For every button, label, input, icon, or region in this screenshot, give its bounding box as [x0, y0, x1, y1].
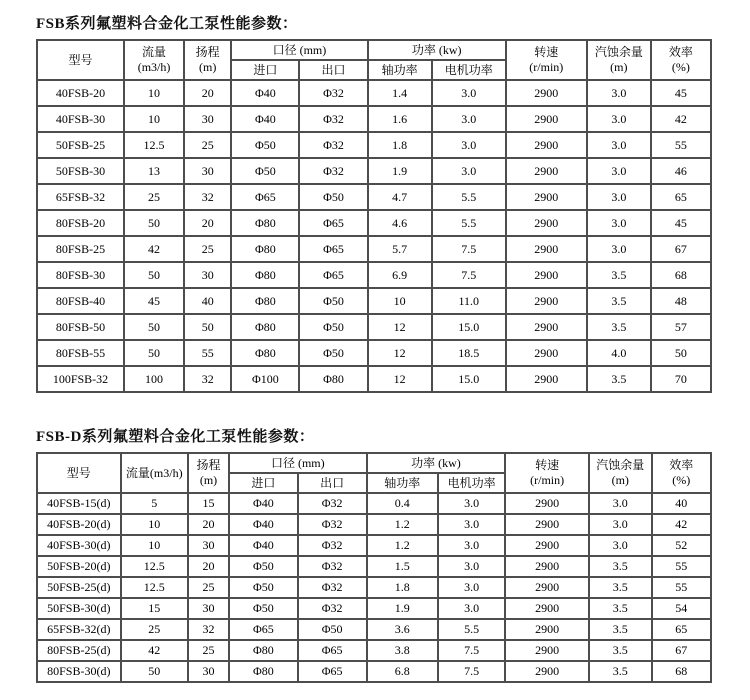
table-cell: 1.2	[367, 535, 438, 556]
table-cell: Φ65	[298, 661, 367, 682]
table-cell: 42	[124, 236, 184, 262]
table-cell: 3.0	[438, 598, 505, 619]
table-cell: 50	[124, 262, 184, 288]
table-cell: 3.5	[589, 577, 652, 598]
table-cell: Φ65	[299, 236, 367, 262]
table-cell: 12.5	[121, 577, 188, 598]
header-speed	[505, 453, 589, 493]
header-efficiency-label: 效率	[669, 458, 694, 472]
table-cell: 30	[188, 535, 229, 556]
header-model: 型号	[37, 40, 124, 80]
table-cell: 5.5	[432, 210, 506, 236]
table-cell: 3.5	[589, 556, 652, 577]
header-outlet: 出口	[299, 60, 367, 80]
table-cell: 3.5	[587, 288, 651, 314]
table-cell: 2900	[505, 661, 589, 682]
table-cell: Φ32	[298, 556, 367, 577]
header-motor-power: 电机功率	[432, 60, 506, 80]
table-row	[37, 106, 711, 132]
table-cell: 10	[121, 514, 188, 535]
table-cell: 52	[652, 535, 711, 556]
table-row	[37, 493, 711, 514]
header-npsh-label: 汽蚀余量	[596, 458, 645, 472]
table-cell: 18.5	[432, 340, 506, 366]
header-head-unit: (m)	[199, 60, 217, 74]
table-cell: 50FSB-25	[37, 132, 124, 158]
table-cell: 25	[188, 640, 229, 661]
header-npsh	[587, 40, 651, 80]
table-cell: 3.0	[589, 514, 652, 535]
table-cell: 50FSB-25(d)	[37, 577, 121, 598]
table-cell: 80FSB-30(d)	[37, 661, 121, 682]
table-cell: 3.8	[367, 640, 438, 661]
table-cell: 30	[184, 158, 231, 184]
header-flow-unit: (m3/h)	[137, 60, 171, 74]
fsb-series-title: FSB系列氟塑料合金化工泵性能参数：	[36, 16, 298, 32]
table-cell: 3.5	[587, 366, 651, 392]
header-model: 型号	[37, 453, 121, 493]
table-cell: 30	[188, 661, 229, 682]
table-cell: 12	[368, 314, 432, 340]
table-cell: 5.7	[368, 236, 432, 262]
table-cell: 3.0	[432, 132, 506, 158]
table-cell: 2900	[506, 184, 587, 210]
header-inlet: 进口	[231, 60, 299, 80]
table-cell: Φ40	[231, 80, 299, 106]
table-cell: 20	[184, 210, 231, 236]
table-cell: 1.2	[367, 514, 438, 535]
table-cell: 2900	[506, 314, 587, 340]
table-cell: 2900	[506, 80, 587, 106]
table-cell: 67	[652, 640, 711, 661]
table-cell: Φ32	[298, 577, 367, 598]
table-cell: Φ80	[229, 661, 298, 682]
table-cell: 42	[651, 106, 711, 132]
table-cell: 12	[368, 340, 432, 366]
table-cell: 80FSB-20	[37, 210, 124, 236]
table-cell: 80FSB-25	[37, 236, 124, 262]
header-speed-unit: (r/min)	[529, 60, 564, 74]
table-cell: Φ50	[229, 577, 298, 598]
table-cell: 1.9	[368, 158, 432, 184]
table-cell: Φ80	[231, 288, 299, 314]
table-cell: Φ100	[231, 366, 299, 392]
table-row	[37, 262, 711, 288]
table-cell: 20	[188, 514, 229, 535]
table-cell: 2900	[506, 262, 587, 288]
table-row	[37, 236, 711, 262]
table-cell: 10	[124, 80, 184, 106]
header-efficiency	[651, 40, 711, 80]
table-row	[37, 535, 711, 556]
table-cell: Φ40	[229, 535, 298, 556]
table-cell: 40	[184, 288, 231, 314]
header-head-unit: (m)	[199, 473, 218, 487]
table-cell: 15.0	[432, 366, 506, 392]
table-cell: 3.5	[589, 661, 652, 682]
table-cell: 50FSB-30(d)	[37, 598, 121, 619]
table-cell: Φ32	[298, 514, 367, 535]
table-cell: 5.5	[432, 184, 506, 210]
table-cell: 2900	[505, 514, 589, 535]
table-cell: 10	[121, 535, 188, 556]
table-cell: Φ65	[298, 640, 367, 661]
table-cell: 1.9	[367, 598, 438, 619]
table-body	[37, 493, 711, 682]
header-shaft-power: 轴功率	[367, 473, 438, 493]
fsb-d-series-title: FSB-D系列氟塑料合金化工泵性能参数：	[36, 429, 315, 445]
table-cell: 80FSB-50	[37, 314, 124, 340]
table-cell: 100	[124, 366, 184, 392]
table-cell: 3.0	[587, 210, 651, 236]
table-cell: 50	[124, 340, 184, 366]
table-cell: 65	[651, 184, 711, 210]
table-cell: Φ50	[231, 132, 299, 158]
table-cell: 65FSB-32(d)	[37, 619, 121, 640]
table-cell: 2900	[506, 236, 587, 262]
table-cell: 55	[652, 556, 711, 577]
table-row	[37, 184, 711, 210]
fsb-series-spec-table	[36, 39, 712, 393]
table-cell: 3.0	[438, 577, 505, 598]
table-cell: 5	[121, 493, 188, 514]
table-cell: 42	[652, 514, 711, 535]
table-cell: 3.0	[432, 158, 506, 184]
table-row	[37, 598, 711, 619]
table-cell: 5.5	[438, 619, 505, 640]
table-cell: 42	[121, 640, 188, 661]
table-cell: 3.5	[589, 598, 652, 619]
table-cell: 40FSB-30	[37, 106, 124, 132]
header-shaft-power: 轴功率	[368, 60, 432, 80]
table-cell: 2900	[505, 598, 589, 619]
table-cell: Φ80	[231, 262, 299, 288]
table-cell: 10	[124, 106, 184, 132]
header-head-label: 扬程	[195, 45, 220, 59]
header-diameter-group: 口径 (mm)	[229, 453, 366, 473]
table-cell: 54	[652, 598, 711, 619]
table-cell: 2900	[506, 340, 587, 366]
table-cell: Φ65	[229, 619, 298, 640]
table-cell: 100FSB-32	[37, 366, 124, 392]
table-cell: 32	[184, 366, 231, 392]
table-cell: 48	[651, 288, 711, 314]
table-cell: 15	[188, 493, 229, 514]
table-cell: Φ50	[229, 598, 298, 619]
table-cell: 2900	[506, 366, 587, 392]
header-head	[188, 453, 229, 493]
table-cell: 6.8	[367, 661, 438, 682]
header-speed-label: 转速	[534, 45, 559, 59]
header-npsh-label: 汽蚀余量	[594, 45, 643, 59]
table-row	[37, 366, 711, 392]
header-speed-unit: (r/min)	[530, 473, 565, 487]
table-cell: 1.8	[367, 577, 438, 598]
table-cell: 30	[184, 106, 231, 132]
header-row-1	[37, 453, 711, 473]
table-cell: 3.0	[438, 535, 505, 556]
table-cell: Φ32	[299, 106, 367, 132]
table-cell: 55	[184, 340, 231, 366]
table-row	[37, 577, 711, 598]
table-row	[37, 661, 711, 682]
table-cell: 3.5	[589, 640, 652, 661]
table-cell: 13	[124, 158, 184, 184]
table-cell: 65FSB-32	[37, 184, 124, 210]
table-cell: Φ50	[299, 340, 367, 366]
table-cell: 50FSB-20(d)	[37, 556, 121, 577]
table-row	[37, 556, 711, 577]
table-cell: 15.0	[432, 314, 506, 340]
table-cell: 70	[651, 366, 711, 392]
table-cell: 3.0	[587, 80, 651, 106]
header-efficiency-unit: (%)	[671, 60, 690, 74]
table-cell: Φ50	[299, 314, 367, 340]
table-cell: 11.0	[432, 288, 506, 314]
table-cell: 25	[188, 577, 229, 598]
table-cell: Φ65	[299, 210, 367, 236]
header-flow	[121, 453, 188, 493]
header-flow-label: 流量	[142, 45, 167, 59]
table-cell: 3.5	[589, 619, 652, 640]
header-head	[184, 40, 231, 80]
table-cell: 1.4	[368, 80, 432, 106]
table-cell: Φ80	[231, 340, 299, 366]
table-cell: 4.7	[368, 184, 432, 210]
table-cell: 3.0	[432, 106, 506, 132]
table-cell: 50	[124, 210, 184, 236]
table-cell: Φ40	[231, 106, 299, 132]
table-cell: Φ65	[299, 262, 367, 288]
table-cell: 1.6	[368, 106, 432, 132]
table-cell: 2900	[506, 288, 587, 314]
header-efficiency-label: 效率	[668, 45, 693, 59]
table-cell: 3.0	[589, 493, 652, 514]
table-cell: 32	[188, 619, 229, 640]
table-cell: 3.0	[587, 132, 651, 158]
table-header	[37, 453, 711, 493]
table-cell: Φ80	[231, 314, 299, 340]
table-cell: Φ32	[298, 535, 367, 556]
table-cell: 45	[651, 80, 711, 106]
header-row-1	[37, 40, 711, 60]
header-speed-label: 转速	[535, 458, 560, 472]
table-cell: 2900	[506, 210, 587, 236]
table-cell: 25	[184, 132, 231, 158]
table-cell: 3.0	[438, 493, 505, 514]
table-cell: Φ40	[229, 514, 298, 535]
table-cell: 7.5	[438, 640, 505, 661]
table-cell: 10	[368, 288, 432, 314]
table-cell: 2900	[506, 106, 587, 132]
fsb-d-series-spec-table	[36, 452, 712, 683]
table-cell: 20	[188, 556, 229, 577]
header-outlet: 出口	[298, 473, 367, 493]
table-cell: 50	[121, 661, 188, 682]
header-npsh-unit: (m)	[610, 60, 628, 74]
table-cell: 6.9	[368, 262, 432, 288]
table-cell: 50	[184, 314, 231, 340]
table-cell: 50FSB-30	[37, 158, 124, 184]
header-diameter-group: 口径 (mm)	[231, 40, 367, 60]
table-cell: 2900	[505, 556, 589, 577]
table-cell: Φ80	[229, 640, 298, 661]
table-cell: Φ50	[299, 288, 367, 314]
table-row	[37, 158, 711, 184]
table-cell: Φ50	[299, 184, 367, 210]
header-power-group: 功率 (kw)	[368, 40, 506, 60]
table-cell: Φ80	[231, 210, 299, 236]
table-cell: 3.6	[367, 619, 438, 640]
table-row	[37, 132, 711, 158]
table-cell: 2900	[505, 493, 589, 514]
table-cell: Φ80	[231, 236, 299, 262]
table-cell: 3.0	[438, 514, 505, 535]
header-flow-label: 流量(m3/h)	[125, 465, 183, 480]
table-cell: 50	[124, 314, 184, 340]
table-body	[37, 80, 711, 392]
table-cell: 40FSB-15(d)	[37, 493, 121, 514]
table-cell: 40FSB-30(d)	[37, 535, 121, 556]
header-speed	[506, 40, 587, 80]
table-cell: 7.5	[438, 661, 505, 682]
table-cell: Φ50	[231, 158, 299, 184]
table-cell: 1.8	[368, 132, 432, 158]
table-cell: 46	[651, 158, 711, 184]
table-cell: 2900	[505, 535, 589, 556]
table-cell: 25	[121, 619, 188, 640]
header-flow	[124, 40, 184, 80]
table-row	[37, 314, 711, 340]
table-cell: 3.5	[587, 262, 651, 288]
table-row	[37, 80, 711, 106]
header-efficiency	[652, 453, 711, 493]
header-npsh	[589, 453, 652, 493]
table-cell: 32	[184, 184, 231, 210]
table-cell: 65	[652, 619, 711, 640]
table-cell: 25	[184, 236, 231, 262]
table-cell: 15	[121, 598, 188, 619]
fsb-d-series-section	[36, 425, 750, 683]
table-header	[37, 40, 711, 80]
table-row	[37, 210, 711, 236]
table-cell: 30	[188, 598, 229, 619]
header-motor-power: 电机功率	[438, 473, 505, 493]
table-cell: 80FSB-25(d)	[37, 640, 121, 661]
table-cell: 55	[652, 577, 711, 598]
table-cell: 20	[184, 80, 231, 106]
table-cell: 67	[651, 236, 711, 262]
table-cell: Φ32	[298, 598, 367, 619]
fsb-series-section	[36, 12, 750, 393]
table-cell: 50	[651, 340, 711, 366]
table-cell: Φ32	[299, 80, 367, 106]
table-cell: 2900	[505, 619, 589, 640]
table-cell: 40	[652, 493, 711, 514]
table-cell: 68	[652, 661, 711, 682]
table-cell: 2900	[505, 640, 589, 661]
table-cell: 40FSB-20	[37, 80, 124, 106]
header-inlet: 进口	[229, 473, 298, 493]
table-cell: Φ80	[299, 366, 367, 392]
table-cell: 68	[651, 262, 711, 288]
table-cell: 12.5	[121, 556, 188, 577]
table-cell: 3.0	[587, 236, 651, 262]
header-npsh-unit: (m)	[611, 473, 629, 487]
table-cell: 0.4	[367, 493, 438, 514]
table-cell: 3.5	[587, 314, 651, 340]
table-cell: 45	[651, 210, 711, 236]
table-cell: Φ32	[298, 493, 367, 514]
table-cell: 2900	[505, 577, 589, 598]
table-cell: 25	[124, 184, 184, 210]
table-cell: 3.0	[587, 158, 651, 184]
table-cell: Φ40	[229, 493, 298, 514]
table-cell: 7.5	[432, 262, 506, 288]
table-cell: 7.5	[432, 236, 506, 262]
table-cell: 3.0	[438, 556, 505, 577]
table-row	[37, 340, 711, 366]
table-cell: 2900	[506, 132, 587, 158]
table-cell: 3.0	[589, 535, 652, 556]
table-row	[37, 619, 711, 640]
table-cell: Φ65	[231, 184, 299, 210]
header-power-group: 功率 (kw)	[367, 453, 506, 473]
table-cell: 3.0	[587, 184, 651, 210]
table-cell: 3.0	[587, 106, 651, 132]
table-cell: 80FSB-40	[37, 288, 124, 314]
header-efficiency-unit: (%)	[672, 473, 691, 487]
table-cell: 12	[368, 366, 432, 392]
table-cell: 40FSB-20(d)	[37, 514, 121, 535]
table-cell: 2900	[506, 158, 587, 184]
table-cell: 4.0	[587, 340, 651, 366]
table-cell: 57	[651, 314, 711, 340]
table-cell: Φ50	[298, 619, 367, 640]
header-head-label: 扬程	[196, 458, 221, 472]
table-cell: Φ50	[229, 556, 298, 577]
table-cell: 80FSB-55	[37, 340, 124, 366]
table-cell: 12.5	[124, 132, 184, 158]
table-cell: 1.5	[367, 556, 438, 577]
table-row	[37, 640, 711, 661]
table-cell: 55	[651, 132, 711, 158]
table-row	[37, 288, 711, 314]
table-cell: 80FSB-30	[37, 262, 124, 288]
table-cell: Φ32	[299, 132, 367, 158]
table-cell: 30	[184, 262, 231, 288]
table-cell: Φ32	[299, 158, 367, 184]
table-cell: 4.6	[368, 210, 432, 236]
table-cell: 3.0	[432, 80, 506, 106]
table-row	[37, 514, 711, 535]
table-cell: 45	[124, 288, 184, 314]
